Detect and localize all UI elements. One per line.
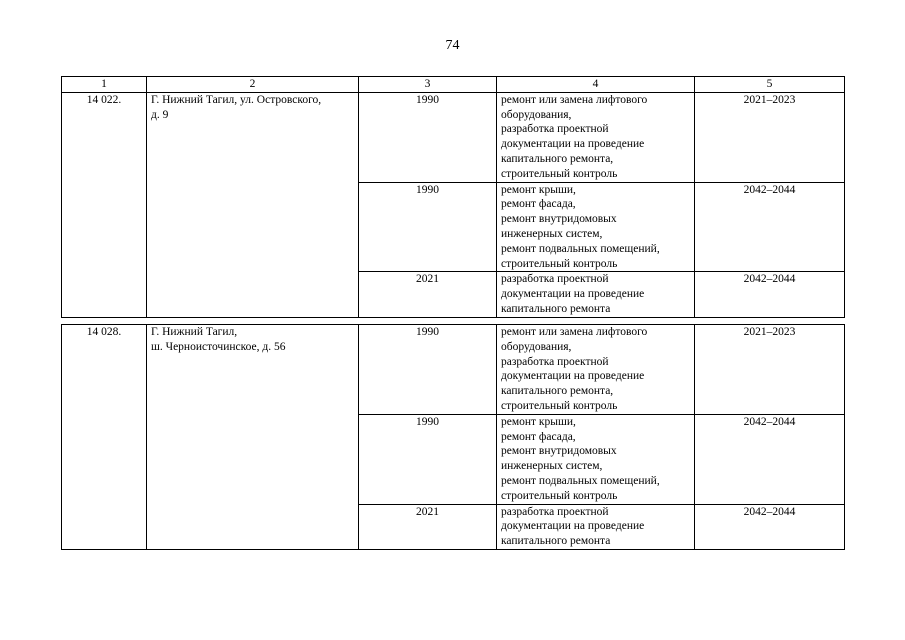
work-line: ремонт или замена лифтового <box>501 93 648 106</box>
year-cell: 1990 <box>359 92 497 182</box>
period-cell: 2042–2044 <box>695 272 845 317</box>
works-cell <box>497 272 695 317</box>
work-line: инженерных систем, <box>501 227 603 240</box>
works-cell <box>497 92 695 182</box>
period-cell: 2021–2023 <box>695 92 845 182</box>
period-cell: 2042–2044 <box>695 182 845 272</box>
work-line: строительный контроль <box>501 167 618 180</box>
work-line: оборудования, <box>501 340 572 353</box>
work-line: капитального ремонта <box>501 535 611 548</box>
work-line: строительный контроль <box>501 489 618 502</box>
address-line: д. 9 <box>151 108 169 121</box>
table-row <box>62 325 845 415</box>
year-cell: 2021 <box>359 504 497 549</box>
header-cell-1: 1 <box>62 77 147 93</box>
work-line: разработка проектной <box>501 123 609 136</box>
work-line: капитального ремонта, <box>501 152 614 165</box>
works-cell <box>497 414 695 504</box>
object-address <box>147 325 359 550</box>
header-cell-4: 4 <box>497 77 695 93</box>
work-line: разработка проектной <box>501 355 609 368</box>
table-row <box>62 92 845 182</box>
work-line: ремонт подвальных помещений, <box>501 474 660 487</box>
period-cell: 2021–2023 <box>695 325 845 415</box>
period-cell: 2042–2044 <box>695 414 845 504</box>
work-line: ремонт подвальных помещений, <box>501 242 660 255</box>
object-number: 14 022. <box>62 92 147 317</box>
header-cell-5: 5 <box>695 77 845 93</box>
address-line: Г. Нижний Тагил, ул. Островского, <box>151 93 322 106</box>
work-line: ремонт крыши, <box>501 415 576 428</box>
header-cell-3: 3 <box>359 77 497 93</box>
works-cell <box>497 182 695 272</box>
work-line: ремонт фасада, <box>501 198 576 211</box>
work-line: инженерных систем, <box>501 460 603 473</box>
work-line: документации на проведение <box>501 370 645 383</box>
work-line: ремонт внутридомовых <box>501 445 617 458</box>
works-cell <box>497 325 695 415</box>
work-line: ремонт или замена лифтового <box>501 326 648 338</box>
work-line: ремонт внутридомовых <box>501 213 617 226</box>
work-line: оборудования, <box>501 108 572 121</box>
work-line: документации на проведение <box>501 138 645 151</box>
year-cell: 1990 <box>359 414 497 504</box>
object-number: 14 028. <box>62 325 147 550</box>
object-address <box>147 92 359 317</box>
register-table-2 <box>61 324 845 550</box>
address-line: ш. Черноисточинское, д. 56 <box>151 340 286 353</box>
work-line: капитального ремонта <box>501 302 611 315</box>
year-cell: 1990 <box>359 325 497 415</box>
work-line: ремонт фасада, <box>501 430 576 443</box>
header-row <box>62 77 845 93</box>
work-line: капитального ремонта, <box>501 385 614 398</box>
page-number: 74 <box>445 38 460 53</box>
work-line: ремонт крыши, <box>501 183 576 196</box>
work-line: разработка проектной <box>501 273 609 286</box>
header-cell-2: 2 <box>147 77 359 93</box>
work-line: строительный контроль <box>501 257 618 270</box>
work-line: строительный контроль <box>501 399 618 412</box>
work-line: разработка проектной <box>501 505 609 518</box>
period-cell: 2042–2044 <box>695 504 845 549</box>
year-cell: 1990 <box>359 182 497 272</box>
year-cell: 2021 <box>359 272 497 317</box>
work-line: документации на проведение <box>501 288 645 301</box>
register-table-1 <box>61 76 845 318</box>
work-line: документации на проведение <box>501 520 645 533</box>
works-cell <box>497 504 695 549</box>
address-line: Г. Нижний Тагил, <box>151 326 238 338</box>
